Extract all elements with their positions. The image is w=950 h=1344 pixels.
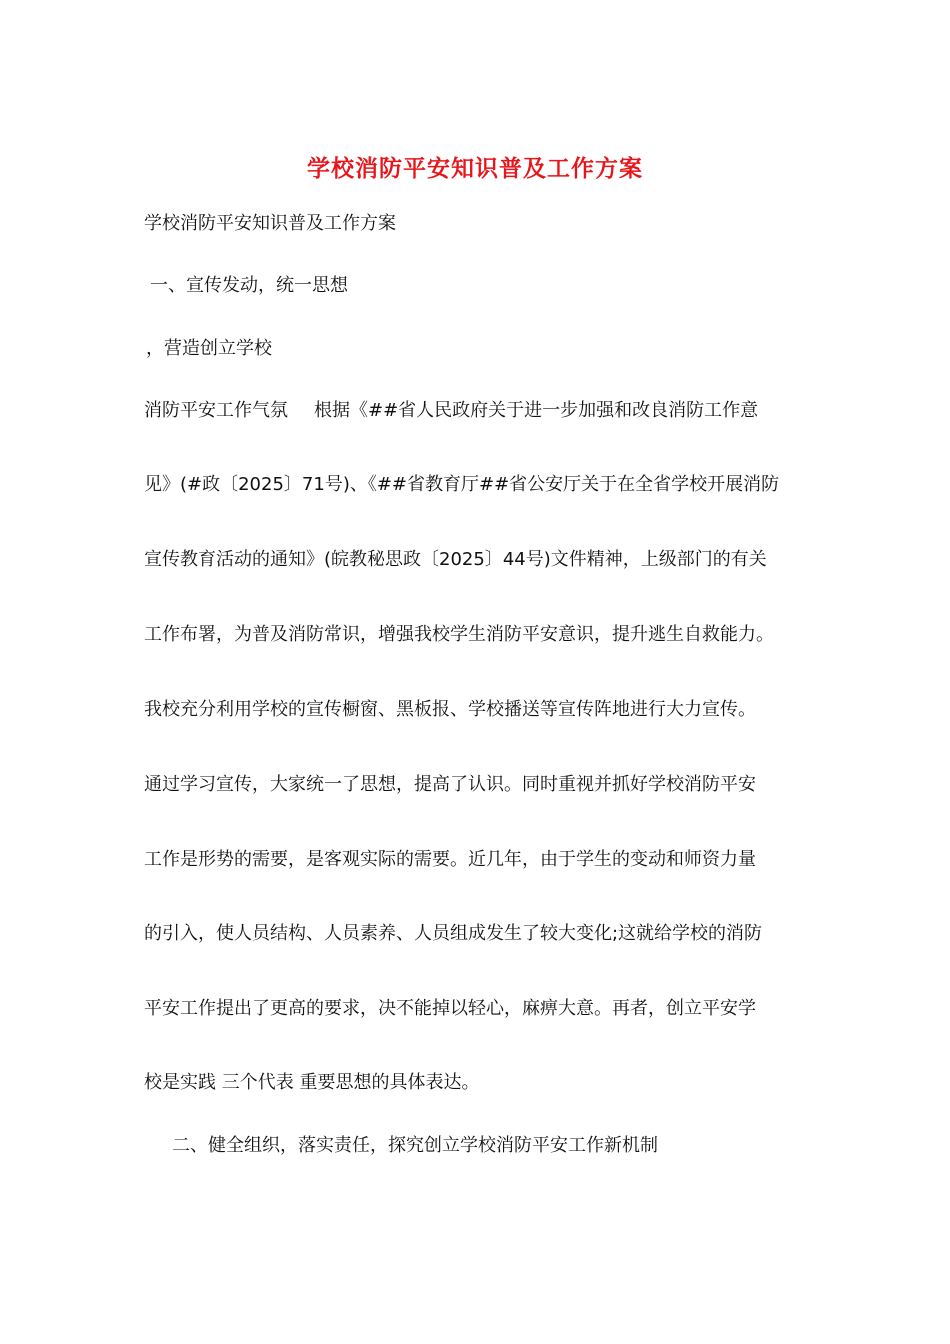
paragraph-line: 的引入，使人员结构、人员素养、人员组成发生了较大变化;这就给学校的消防 — [144, 923, 763, 944]
section-heading-1: 一、宣传发动，统一思想 — [150, 275, 348, 296]
paragraph-line: 工作是形势的需要，是客观实际的需要。近几年，由于学生的变动和师资力量 — [144, 849, 756, 870]
section-heading-2: 二、健全组织，落实责任，探究创立学校消防平安工作新机制 — [172, 1135, 658, 1156]
document-subtitle: 学校消防平安知识普及工作方案 — [144, 213, 396, 234]
paragraph-line — [144, 399, 758, 423]
paragraph-text: 根据《##省人民政府关于进一步加强和改良消防工作意 — [314, 400, 759, 421]
paragraph-line: 平安工作提出了更高的要求，决不能掉以轻心，麻痹大意。再者，创立平安学 — [144, 998, 756, 1019]
paragraph-line: 宣传教育活动的通知》(皖教秘思政〔2025〕44号)文件精神，上级部门的有关 — [144, 549, 767, 570]
paragraph-line: 校是实践 三个代表 重要思想的具体表达。 — [144, 1072, 480, 1093]
paragraph-label: 消防平安工作气氛 — [144, 400, 288, 421]
text-fragment: ，营造创立学校 — [146, 338, 272, 359]
paragraph-line: 我校充分利用学校的宣传橱窗、黑板报、学校播送等宣传阵地进行大力宣传。 — [144, 699, 756, 720]
paragraph-line: 工作布署，为普及消防常识，增强我校学生消防平安意识，提升逃生自救能力。 — [144, 624, 774, 645]
paragraph-line: 见》(#政〔2025〕71号)、《##省教育厅##省公安厅关于在全省学校开展消防 — [144, 474, 780, 495]
paragraph-line: 通过学习宣传，大家统一了思想，提高了认识。同时重视并抓好学校消防平安 — [144, 774, 756, 795]
document-title: 学校消防平安知识普及工作方案 — [307, 155, 643, 182]
